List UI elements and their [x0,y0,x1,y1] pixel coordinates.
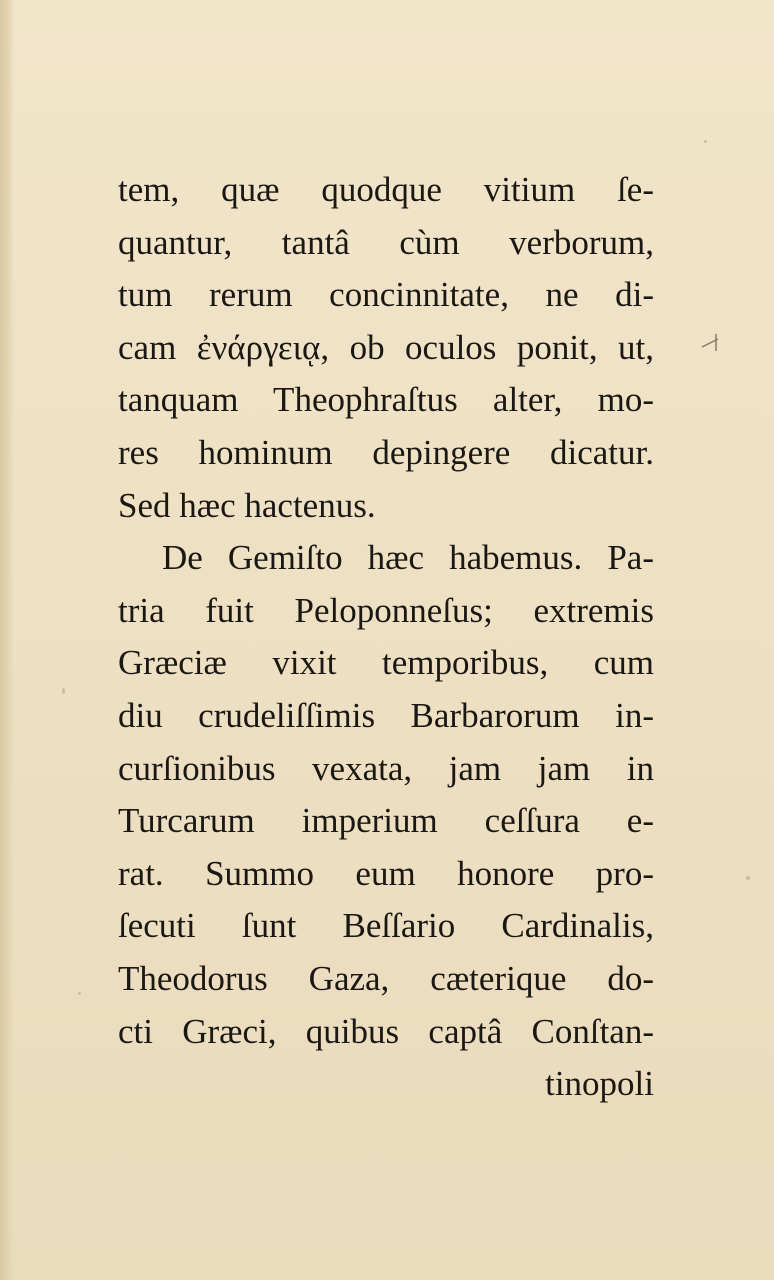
paper-speck [62,688,65,694]
paper-speck [746,876,750,880]
catchword: tinopoli [545,1064,654,1104]
text-line: tum rerum concinnitate, ne di- [118,275,654,315]
text-line: Sed hæc hactenus. [118,485,376,525]
text-line: tanquam Theophraſtus alter, mo- [118,380,654,420]
text-line: res hominum depingere dicatur. [118,432,654,472]
text-line: tem, quæ quodque vitium ſe- [118,170,654,209]
paper-speck [704,140,707,143]
text-line: curſionibus vexata, jam jam in [118,748,654,788]
text-line: tria fuit Peloponneſus; extremis [118,590,654,630]
text-line: cti Græci, quibus captâ Conſtan- [118,1011,654,1051]
page-gutter-shadow [0,0,14,1280]
text-line: rat. Summo eum honore pro- [118,853,654,893]
text-line: Turcarum imperium ceſſura e- [118,801,654,841]
paper-speck [78,992,81,995]
text-line: cam ἐνάργειᾳ, ob oculos ponit, ut, [118,327,654,367]
paragraph-first-line: De Gemiſto hæc habemus. Pa- [162,538,654,578]
text-block [118,164,654,1111]
text-line: ſecuti ſunt Beſſario Cardinalis, [118,906,654,946]
margin-pencil-mark [698,330,724,356]
text-line: quantur, tantâ cùm verborum, [118,222,654,262]
text-line: Græciæ vixit temporibus, cum [118,643,654,683]
text-line: diu crudeliſſimis Barbarorum in- [118,695,654,735]
text-line: Theodorus Gaza, cæterique do- [118,958,654,998]
